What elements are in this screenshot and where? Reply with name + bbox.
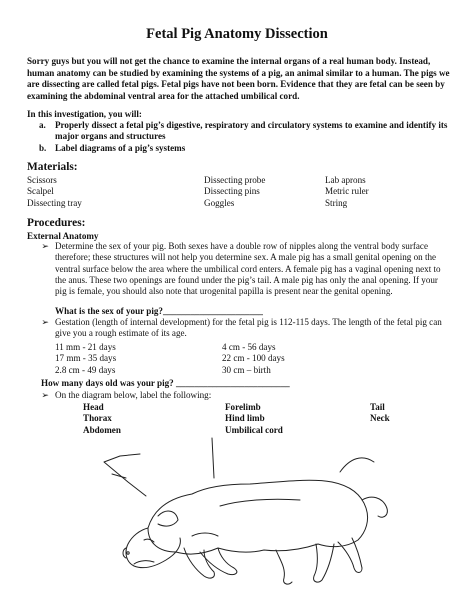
gestation-days-table xyxy=(55,342,342,376)
procedures-heading: Procedures: xyxy=(27,217,86,229)
investigation-item-b xyxy=(27,143,453,154)
material-item: Lab aprons xyxy=(325,175,366,185)
label-term: Abdomen xyxy=(83,424,121,435)
intro-paragraph: Sorry guys but you will not get the chance to examine the internal organs of a real human body. Instead, human anatomy can be studied by examining the systems of a pig, an animal similar to a human. The pigs we are dissecting are called fetal pigs. Fetal pigs have not been born. Evidence that they are fetal can be seen by examining the abdominal ventral area for the attached umbilical cord. xyxy=(27,56,450,102)
days-entry: 2.8 cm - 49 days xyxy=(55,364,116,375)
list-marker: b. xyxy=(39,142,47,153)
material-item: Dissecting pins xyxy=(204,186,260,197)
bullet-text: Gestation (length of internal development) for the fetal pig is 112-115 days. The length of the fetal pig can give you a rough estimate of its age. xyxy=(55,317,442,339)
bullet-arrow-icon: ➢ xyxy=(41,241,49,251)
pig-hind-limb-2 xyxy=(338,538,362,573)
list-item-text: Label diagrams of a pig’s systems xyxy=(55,142,186,153)
material-item: Scalpel xyxy=(27,186,54,197)
pig-hind-limb xyxy=(314,544,334,582)
material-item: Dissecting probe xyxy=(204,175,266,185)
days-entry: 4 cm - 56 days xyxy=(222,342,276,352)
label-term xyxy=(370,425,460,436)
diagram-labels-list xyxy=(83,402,460,436)
bullet-arrow-icon: ➢ xyxy=(41,390,49,400)
days-entry: 30 cm – birth xyxy=(222,364,271,375)
material-item: String xyxy=(325,197,348,208)
investigation-list xyxy=(27,120,453,154)
bullet-text: Determine the sex of your pig. Both sexes have a double row of nipples along the ventral body surface therefore; these structures will not help you determine sex. A male pig has a small genital opening on the ventral surface below the area where the umbilical cord enters. A female pig has a vaginal opening next to the anus. These two openings are found under the pig’s tail. A male pig has only the anal opening. If your pig is female, you should also note that urogenital papilla is present near the genital opening. xyxy=(55,241,441,297)
tie-string-rear xyxy=(340,458,374,472)
pig-nostril xyxy=(127,552,129,554)
investigation-heading: In this investigation, you will: xyxy=(27,109,142,119)
pig-body-contour xyxy=(220,499,300,506)
pig-mouth xyxy=(134,561,154,564)
pig-umbilical-cord xyxy=(276,550,292,584)
pig-neck-fold xyxy=(192,533,218,536)
materials-table xyxy=(27,175,447,209)
material-item: Metric ruler xyxy=(325,186,369,197)
label-term: Neck xyxy=(370,413,390,424)
pig-body-outline xyxy=(148,480,368,554)
days-entry: 17 mm - 35 days xyxy=(55,353,117,364)
page-title: Fetal Pig Anatomy Dissection xyxy=(146,26,328,42)
external-anatomy-heading: External Anatomy xyxy=(27,231,99,241)
list-item-text: Properly dissect a fetal pig’s digestive, respiratory and circulatory systems to examine and identify its major organs and structures xyxy=(55,120,448,142)
label-term: Tail xyxy=(370,402,385,412)
label-term: Forelimb xyxy=(225,402,261,412)
material-item: Dissecting tray xyxy=(27,197,82,208)
procedure-bullet-sex xyxy=(27,241,451,297)
days-entry: 22 cm - 100 days xyxy=(222,353,285,364)
materials-heading: Materials: xyxy=(27,161,78,173)
label-term: Umbilical cord xyxy=(225,424,283,435)
procedure-bullet-gestation xyxy=(27,317,451,340)
question-sex: What is the sex of your pig?______________________ xyxy=(55,306,263,316)
fetal-pig-diagram xyxy=(100,436,400,591)
tie-string-top xyxy=(212,438,214,478)
pig-ear xyxy=(158,511,178,526)
investigation-item-a xyxy=(27,120,453,143)
material-item: Goggles xyxy=(204,197,235,208)
procedure-bullet-labels xyxy=(27,390,451,401)
bullet-text: On the diagram below, label the following: xyxy=(55,390,212,400)
days-entry: 11 mm - 21 days xyxy=(55,342,116,352)
label-term: Hind limb xyxy=(225,413,265,424)
bullet-arrow-icon: ➢ xyxy=(41,317,49,327)
pig-eye xyxy=(144,539,154,542)
tie-string-front xyxy=(104,454,146,496)
label-term: Thorax xyxy=(83,413,112,424)
material-item: Scissors xyxy=(27,175,57,185)
list-marker: a. xyxy=(39,120,46,130)
label-term: Head xyxy=(83,402,104,412)
question-age: How many days old was your pig? _________________________ xyxy=(41,378,290,388)
